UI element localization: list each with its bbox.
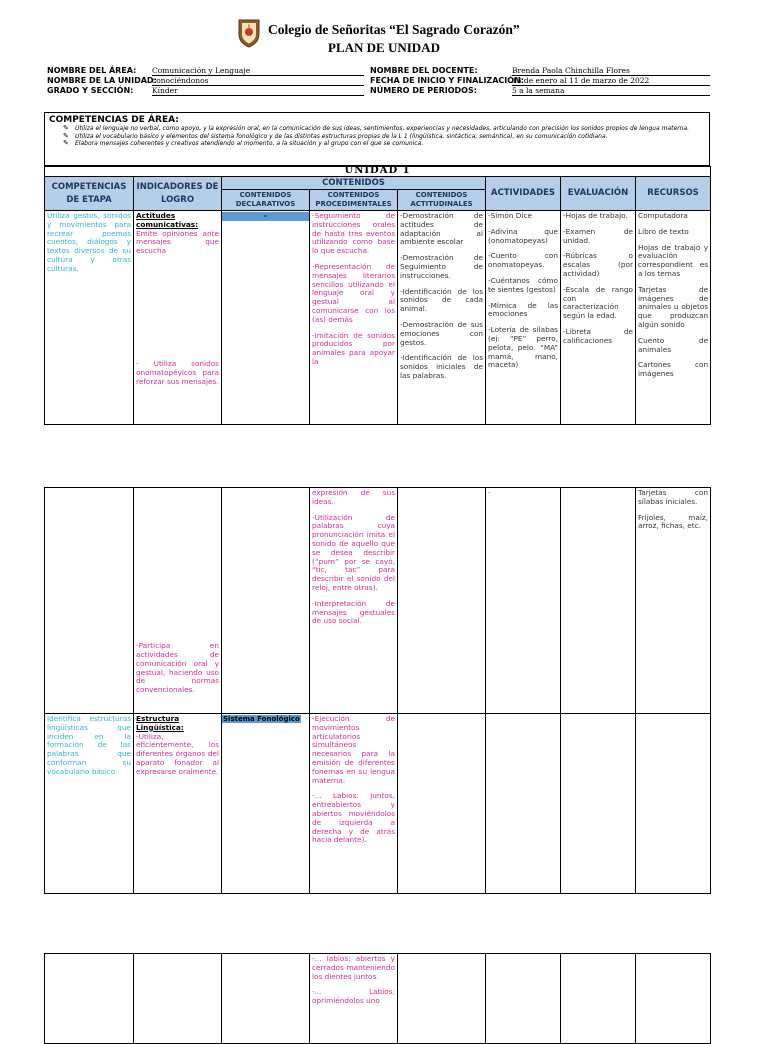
cell-competencia: Identifica estructuras lingüísticas que inciden en la formación de las palabras que conforman su vocabulario básico. [45, 714, 134, 894]
cell-indicador: -Participa en actividades de comunicación oral y gestual, haciendo uso de normas convencionales. [134, 488, 222, 714]
teacher-label: NOMBRE DEL DOCENTE: [370, 66, 478, 75]
pencil-icon: ✎ [63, 124, 69, 132]
competencias-title: COMPETENCIAS DE ÁREA: [49, 115, 179, 125]
grade-label: GRADO Y SECCIÓN: [47, 86, 134, 95]
header-actitudinales: CONTENIDOS ACTITUDINALES [398, 190, 486, 211]
plan-title: PLAN DE UNIDAD [328, 40, 440, 55]
competencia-item: ✎ Utiliza el vocabulario básico y elementos del sistema fonológico y de las distintas estructuras propias de la L 1 (lingüística, sintáctica, semántica), en su comunicación cotidiana. [63, 131, 608, 140]
indicador-title: Actitudes comunicativas: [136, 211, 199, 229]
header-competencias: COMPETENCIAS DE ETAPA [45, 177, 134, 211]
indicador-text: Emite opiniones ante mensajes que escucha [136, 228, 219, 256]
area-value: Comunicación y Lenguaje [152, 66, 364, 76]
cell-actividades: -Simón Dice -Adivina que (onomatopeyas) -Cuento con onomatopeyas. -Cuéntanos cómo te sientes (gestos) -Mímica de las emociones -Lotería de sílabas (ej: “PE” perro, pelota, pelo. “MA” mamá, mano, maceta) [486, 211, 561, 425]
info-labels-left [47, 66, 157, 96]
cell-procedimentales: -Ejecución de movimientos articulatorios simultáneos necesarios para la emisión de diferentes fonemas en su lengua materna: -... Labios: juntos, entreabiertos y abiertos moviéndolos de izquierda a derecha y de atrás hacia delante). [310, 714, 398, 894]
cell-evaluacion: -Hojas de trabajo. -Examen de unidad. -Rúbricas o escalas (por actividad) -Escala de rango con caracterización según la edad. -Libreta de calificaciones [561, 211, 636, 425]
cell-empty [561, 488, 636, 714]
periods-value: 5 a la semana [512, 86, 710, 96]
competencia-item: ✎ Elabora mensajes coherentes y creativos atendiendo al momento, a la situación y al grupo con el que se comunica. [63, 139, 424, 147]
header-indicadores: INDICADORES DE LOGRO [134, 177, 222, 211]
cell-actividades: - [486, 488, 561, 714]
cell-declarativo: - [222, 211, 310, 425]
cell-empty [134, 954, 222, 1044]
unit-table-page-2 [44, 487, 711, 894]
info-labels-right [370, 66, 524, 96]
dates-value: 13 de enero al 11 de marzo de 2022 [512, 76, 710, 86]
unit-value: conociéndonos [152, 76, 364, 86]
header-recursos: RECURSOS [636, 177, 711, 211]
teacher-value: Brenda Paola Chinchilla Flores [512, 66, 710, 76]
unit-label: NOMBRE DE LA UNIDAD: [47, 76, 157, 85]
header-procedimentales: CONTENIDOS PROCEDIMENTALES [310, 190, 398, 211]
cell-empty [398, 488, 486, 714]
cell-recursos: Computadora Libro de texto Hojas de trabajo y evaluación correspondient es a los temas Tarjetas de imágenes de animales u objetos que produzcan algún sonido Cuento de animales Cartones con imágenes [636, 211, 711, 425]
unit-table-page-3 [44, 953, 711, 1044]
cell-indicador: Estructura Lingüística: -Utiliza, eficientemente, los diferentes órganos del aparato fonador al expresarse oralmente. [134, 714, 222, 894]
cell-empty [561, 954, 636, 1044]
header-actividades: ACTIVIDADES [486, 177, 561, 211]
school-name: Colegio de Señoritas “El Sagrado Corazón” [268, 22, 520, 37]
cell-procedimentales: expresión de sus ideas. -Utilización de palabras cuya pronunciación imita el sonido de aquello que se desea describir (“pum” por se cayó, “tic, tac” para describir el sonido del reloj, entre otras). -Interpretación de mensajes gestuales de uso social. [310, 488, 398, 714]
cell-empty [561, 714, 636, 894]
cell-empty [222, 954, 310, 1044]
unit-table-page-1 [44, 166, 711, 425]
cell-competencia: Utiliza gestos, sonidos y movimientos para recrear poemas cuentos, diálogos y textos diversos de su cultura y otras culturas. [45, 211, 134, 425]
cell-empty [398, 954, 486, 1044]
dates-label: FECHA DE INICIO Y FINALIZACIÓN: [370, 76, 524, 85]
cell-empty [636, 954, 711, 1044]
indicador-text: - Utiliza sonidos onomatopéyicos para reforzar sus mensajes. [136, 358, 219, 386]
cell-empty [636, 714, 711, 894]
cell-empty [45, 488, 134, 714]
cell-empty [45, 954, 134, 1044]
competencias-box [44, 112, 710, 166]
cell-recursos: Tarjetas con sílabas iniciales. Frijoles, maíz, arroz, fichas, etc. [636, 488, 711, 714]
unit-title: UNIDAD 1 [45, 167, 711, 177]
document-header [0, 14, 768, 64]
grade-value: Kínder [152, 86, 364, 96]
pencil-icon: ✎ [63, 131, 69, 140]
cell-indicador [134, 211, 222, 425]
area-label: NOMBRE DEL ÁREA: [47, 66, 137, 75]
pencil-icon: ✎ [63, 139, 69, 147]
cell-empty [222, 488, 310, 714]
header-contenidos: CONTENIDOS [222, 177, 486, 190]
cell-actitudinales: -Demostración de actitudes de adaptación al ambiente escolar -Demostración de Seguimiento de instrucciones. -Identificación de los sonidos de cada animal. -Demostración de sus emociones con gestos. -Identificación de los sonidos iniciales de las palabras. [398, 211, 486, 425]
header-declarativos: CONTENIDOS DECLARATIVOS [222, 190, 310, 211]
cell-procedimentales: -Seguimiento de instrucciones orales de hasta tres eventos utilizando como base lo que escucha. -Representación de mensajes literarios sencillos utilizando el lenguaje oral y gestual al comunicarse con los (as) demás -Imitación de sonidos producidos por animales para apoyar la [310, 211, 398, 425]
header-evaluacion: EVALUACIÓN [561, 177, 636, 211]
competencia-item: ✎ Utiliza el lenguaje no verbal, como apoyo, y la expresión oral, en la comunicación de sus ideas, sentimientos, experiencias y necesidades, articulando con precisión los sonidos propios de lengua materna. [63, 124, 690, 132]
cell-procedimentales: -... labios: abiertos y cerrados manteniendo los dientes juntos. -... Labios: oprimiéndolos uno [310, 954, 398, 1044]
cell-declarativo: Sistema Fonológico [222, 714, 310, 894]
cell-empty [486, 714, 561, 894]
periods-label: NÚMERO DE PERIODOS: [370, 86, 477, 95]
cell-empty [486, 954, 561, 1044]
cell-empty [398, 714, 486, 894]
